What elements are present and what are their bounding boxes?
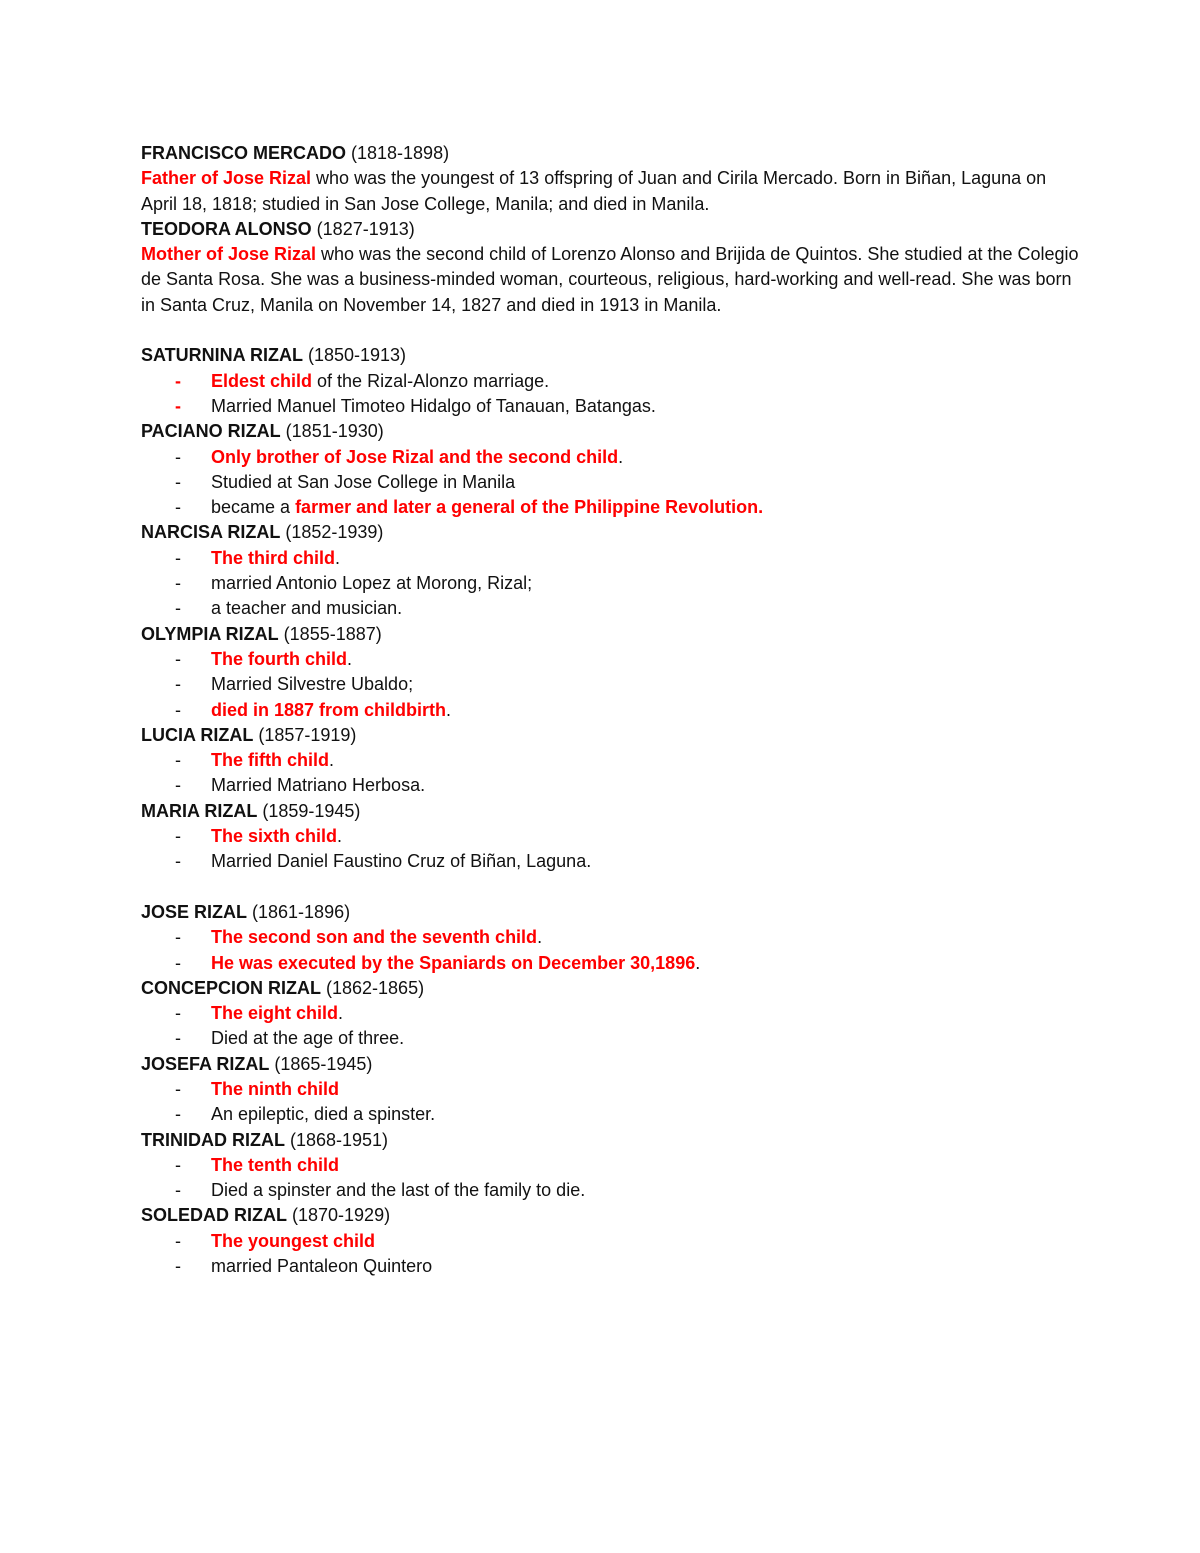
bullet-dash: -: [175, 395, 181, 416]
list-item: [141, 445, 1081, 470]
bullet-dash: -: [175, 750, 181, 771]
heading-saturnina: [141, 343, 1081, 368]
heading-maria: [141, 799, 1081, 824]
highlight-text: The second son and the seventh child: [211, 927, 538, 948]
bullet-dash: -: [175, 927, 181, 948]
highlight-text: The third child: [211, 547, 335, 568]
person-name: SOLEDAD RIZAL: [141, 1205, 287, 1226]
person-name: PACIANO RIZAL: [141, 421, 281, 442]
highlight-text: Father of Jose Rizal: [141, 168, 312, 189]
list-item: [141, 1001, 1081, 1026]
item-text: married Pantaleon Quintero: [211, 1256, 433, 1277]
item-text: a teacher and musician.: [211, 598, 403, 619]
person-years: (1850-1913): [302, 345, 407, 366]
bullet-dash: -: [175, 851, 181, 872]
person-years: (1818-1898): [346, 143, 450, 163]
heading-olympia: [141, 622, 1081, 647]
bullet-dash: -: [175, 674, 181, 695]
blank-line: [141, 875, 1081, 900]
item-text: .: [446, 699, 452, 720]
person-name: TRINIDAD RIZAL: [141, 1129, 285, 1150]
highlight-text: The sixth child: [211, 826, 338, 847]
item-text: Married Silvestre Ubaldo;: [211, 674, 414, 695]
list-item: [141, 1077, 1081, 1102]
paragraph-francisco: [141, 166, 1081, 217]
bullet-dash: -: [175, 1078, 181, 1099]
item-text: .: [335, 547, 341, 568]
heading-narcisa: [141, 520, 1081, 545]
bullet-dash: -: [175, 547, 181, 568]
highlight-text: The ninth child: [211, 1078, 339, 1099]
person-name: SATURNINA RIZAL: [141, 345, 303, 366]
paragraph-text: who was the second child of Lorenzo Alonso and Brijida de Quintos. She studied at the Colegio de Santa Rosa. She was a business-minded woman, courteous, religious, hard-working and well-read. She was born in Santa Cruz, Manila on November 14, 1827 and died in 1913 in Manila.: [141, 244, 1079, 315]
bullet-dash: -: [175, 1154, 181, 1175]
item-text: .: [618, 446, 624, 467]
heading-josefa: [141, 1052, 1081, 1077]
person-years: (1855-1887): [278, 623, 382, 644]
heading-trinidad: [141, 1128, 1081, 1153]
person-years: (1859-1945): [257, 800, 361, 821]
bullet-dash: -: [175, 598, 181, 619]
highlight-text: He was executed by the Spaniards on December 30,1896: [211, 952, 696, 973]
bullet-dash: -: [175, 1256, 181, 1277]
list-item: [141, 571, 1081, 596]
list-item: [141, 748, 1081, 773]
item-text: of the Rizal-Alonzo marriage.: [312, 370, 550, 391]
person-name: CONCEPCION RIZAL: [141, 977, 321, 998]
item-text: .: [537, 927, 543, 948]
item-text: An epileptic, died a spinster.: [211, 1104, 436, 1125]
list-item: [141, 1026, 1081, 1051]
item-text: Died a spinster and the last of the family to die.: [211, 1180, 586, 1201]
item-text: Died at the age of three.: [211, 1028, 405, 1049]
person-years: (1861-1896): [247, 901, 351, 922]
person-name: LUCIA RIZAL: [141, 724, 254, 745]
list-item: [141, 1153, 1081, 1178]
paragraph-teodora: [141, 242, 1081, 318]
paragraph-text: who was the youngest of 13 offspring of Juan and Cirila Mercado. Born in Biñan, Laguna on April 18, 1818; studied in San Jose College, Manila; and died in Manila.: [141, 168, 1047, 214]
person-years: (1827-1913): [311, 218, 415, 239]
item-text: married Antonio Lopez at Morong, Rizal;: [211, 573, 533, 594]
heading-soledad: [141, 1203, 1081, 1228]
person-years: (1870-1929): [287, 1205, 391, 1226]
blank-line: [141, 318, 1081, 343]
bullet-dash: -: [175, 1028, 181, 1049]
highlight-text: The eight child: [211, 1003, 339, 1024]
item-text: .: [328, 750, 334, 771]
item-text: Studied at San Jose College in Manila: [211, 471, 516, 492]
list-item: [141, 1178, 1081, 1203]
person-name: FRANCISCO MERCADO: [141, 143, 346, 163]
list-item: [141, 647, 1081, 672]
person-name: NARCISA RIZAL: [141, 522, 281, 543]
list-item: [141, 470, 1081, 495]
person-name: JOSE RIZAL: [141, 901, 248, 922]
heading-jose: [141, 900, 1081, 925]
bullet-dash: -: [175, 370, 181, 391]
person-name: MARIA RIZAL: [141, 800, 258, 821]
person-years: (1865-1945): [269, 1053, 373, 1074]
list-item: [141, 824, 1081, 849]
bullet-dash: -: [175, 826, 181, 847]
list-item: [141, 546, 1081, 571]
highlight-text: The tenth child: [211, 1154, 339, 1175]
item-text: became a: [211, 497, 296, 518]
item-text: .: [338, 1003, 344, 1024]
highlight-text: farmer and later a general of the Philippine Revolution.: [295, 497, 764, 518]
highlight-text: Mother of Jose Rizal: [141, 244, 317, 265]
person-years: (1851-1930): [280, 421, 384, 442]
person-years: (1857-1919): [253, 724, 357, 745]
bullet-dash: -: [175, 648, 181, 669]
document-body: [141, 141, 1081, 1279]
highlight-text: died in 1887 from childbirth: [211, 699, 447, 720]
highlight-text: The fifth child: [211, 750, 329, 771]
item-text: Married Manuel Timoteo Hidalgo of Tanauan, Batangas.: [211, 395, 656, 416]
highlight-text: Eldest child: [211, 370, 313, 391]
list-item: [141, 925, 1081, 950]
person-years: (1868-1951): [284, 1129, 389, 1150]
bullet-dash: -: [175, 1104, 181, 1125]
heading-lucia: [141, 723, 1081, 748]
list-item: [141, 672, 1081, 697]
item-text: Married Matriano Herbosa.: [211, 775, 426, 796]
bullet-dash: -: [175, 1003, 181, 1024]
person-name: OLYMPIA RIZAL: [141, 623, 279, 644]
list-item: [141, 394, 1081, 419]
bullet-dash: -: [175, 471, 181, 492]
person-name: TEODORA ALONSO: [141, 218, 312, 239]
bullet-dash: -: [175, 1230, 181, 1251]
highlight-text: The fourth child: [211, 648, 347, 669]
list-item: [141, 849, 1081, 874]
person-years: (1862-1865): [321, 977, 425, 998]
person-name: JOSEFA RIZAL: [141, 1053, 270, 1074]
person-years: (1852-1939): [280, 522, 384, 543]
list-item: [141, 698, 1081, 723]
item-text: .: [337, 826, 343, 847]
heading-teodora: [141, 217, 1081, 242]
item-text: .: [346, 648, 352, 669]
list-item: [141, 596, 1081, 621]
highlight-text: The youngest child: [211, 1230, 376, 1251]
bullet-dash: -: [175, 699, 181, 720]
list-item: [141, 1102, 1081, 1127]
list-item: [141, 369, 1081, 394]
list-item: [141, 773, 1081, 798]
bullet-dash: -: [175, 1180, 181, 1201]
bullet-dash: -: [175, 446, 181, 467]
bullet-dash: -: [175, 573, 181, 594]
bullet-dash: -: [175, 497, 181, 518]
bullet-dash: -: [175, 775, 181, 796]
item-text: .: [695, 952, 701, 973]
highlight-text: Only brother of Jose Rizal and the second child: [211, 446, 619, 467]
heading-concepcion: [141, 976, 1081, 1001]
list-item: [141, 1254, 1081, 1279]
list-item: [141, 1229, 1081, 1254]
list-item: [141, 495, 1081, 520]
heading-francisco: [141, 141, 1081, 166]
heading-paciano: [141, 419, 1081, 444]
list-item: [141, 951, 1081, 976]
bullet-dash: -: [175, 952, 181, 973]
item-text: Married Daniel Faustino Cruz of Biñan, Laguna.: [211, 851, 592, 872]
